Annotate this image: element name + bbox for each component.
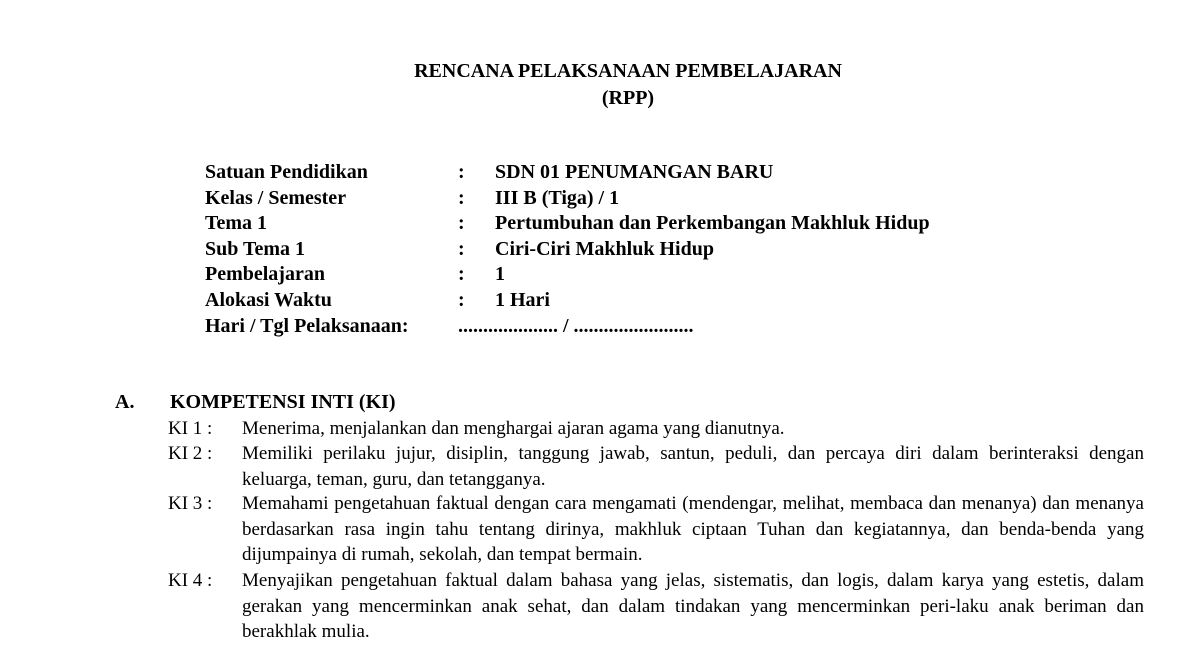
identity-label: Satuan Pendidikan xyxy=(205,161,368,183)
ki-code: KI 3 : xyxy=(168,493,213,514)
ki-text: Memiliki perilaku jujur, disiplin, tanggung jawab, santun, peduli, dan percaya diri dalam berinteraksi dengan keluarga, teman, guru, dan tetangganya. xyxy=(242,443,1144,490)
identity-colon: : xyxy=(458,237,465,260)
ki-code: KI 1 : xyxy=(168,418,213,439)
identity-value: 1 Hari xyxy=(495,288,550,311)
ki-text: Menerima, menjalankan dan menghargai ajaran agama yang dianutnya. xyxy=(242,418,785,439)
identity-label: Pembelajaran xyxy=(205,263,325,286)
identity-label: Sub Tema 1 xyxy=(205,237,306,260)
identity-label: Tema 1 xyxy=(205,212,268,235)
identity-value: III B (Tiga) / 1 xyxy=(495,186,620,209)
section-title: KOMPETENSI INTI (KI) xyxy=(170,391,396,413)
ki-code: KI 4 : xyxy=(168,570,213,591)
identity-colon: : xyxy=(458,288,465,311)
identity-colon: : xyxy=(458,263,465,286)
identity-colon: : xyxy=(458,161,465,183)
identity-label: Alokasi Waktu xyxy=(205,288,332,311)
identity-value: Ciri-Ciri Makhluk Hidup xyxy=(495,237,714,260)
ki-code: KI 2 : xyxy=(168,443,213,464)
document-title: RENCANA PELAKSANAAN PEMBELAJARAN xyxy=(414,60,842,82)
ki-text: Menyajikan pengetahuan faktual dalam bahasa yang jelas, sistematis, dan logis, dalam karya yang estetis, dalam gerakan yang mencerminkan anak sehat, dan dalam tindakan yang mencerminkan peri-laku anak beriman dan berakhlak mulia. xyxy=(242,570,1144,643)
identity-label: Hari / Tgl Pelaksanaan: xyxy=(205,314,409,337)
identity-label: Kelas / Semester xyxy=(205,186,347,209)
section-letter: A. xyxy=(115,391,135,413)
identity-colon: : xyxy=(458,186,465,209)
ki-text: Memahami pengetahuan faktual dengan cara mengamati (mendengar, melihat, membaca dan menanya) dan menanya berdasarkan rasa ingin tahu tentang dirinya, makhluk ciptaan Tuhan dan kegiatannya, dan benda-benda yang dijumpainya di rumah, sekolah, dan tempat bermain. xyxy=(242,493,1144,566)
identity-value: 1 xyxy=(495,263,505,286)
identity-colon: : xyxy=(458,212,465,235)
identity-blank-value: .................... / ........................ xyxy=(458,314,694,337)
document-subtitle: (RPP) xyxy=(601,87,655,109)
identity-value: Pertumbuhan dan Perkembangan Makhluk Hidup xyxy=(495,212,930,235)
identity-value: SDN 01 PENUMANGAN BARU xyxy=(495,161,774,183)
